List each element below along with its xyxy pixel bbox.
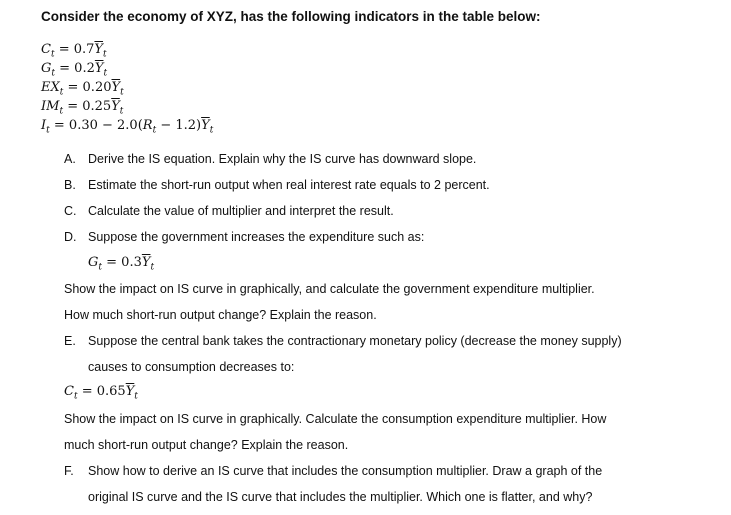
question-label: B. (64, 178, 76, 192)
equation-exports: $EX_t = 0.20\overline{Y}_t$ (41, 80, 124, 98)
question-d (64, 230, 424, 244)
question-text: Calculate the value of multiplier and interpret the result. (88, 204, 394, 218)
question-a (64, 152, 476, 166)
question-c (64, 204, 394, 218)
question-d-line3: How much short-run output change? Explain the reason. (64, 308, 377, 322)
question-text: Show how to derive an IS curve that includes the consumption multiplier. Draw a graph of the (88, 464, 603, 478)
question-text: Suppose the government increases the expenditure such as: (88, 230, 425, 244)
question-b (64, 178, 490, 192)
question-label: E. (64, 334, 76, 348)
equation-imports: $IM_t = 0.25\overline{Y}_t$ (41, 99, 124, 117)
question-text: Suppose the central bank takes the contractionary monetary policy (decrease the money supply) (88, 334, 622, 348)
problem-title: Consider the economy of XYZ, has the following indicators in the table below: (41, 9, 541, 24)
question-e-line3: Show the impact on IS curve in graphically. Calculate the consumption expenditure multiplier. How (64, 412, 607, 426)
question-label: A. (64, 152, 76, 166)
question-label: F. (64, 464, 74, 478)
question-label: D. (64, 230, 77, 244)
question-text: Derive the IS equation. Explain why the IS curve has downward slope. (88, 152, 477, 166)
equation-consumption: $C_t = 0.7\overline{Y}_t$ (41, 42, 107, 60)
question-e-line2: causes to consumption decreases to: (88, 360, 295, 374)
question-e (64, 334, 622, 348)
question-d-equation: $G_t = 0.3\overline{Y}_t$ (88, 255, 155, 273)
question-f (64, 464, 602, 478)
equation-government: $G_t = 0.2\overline{Y}_t$ (41, 61, 108, 79)
question-f-line2: original IS curve and the IS curve that includes the multiplier. Which one is flatter, and why? (88, 490, 593, 504)
question-label: C. (64, 204, 77, 218)
question-text: Estimate the short-run output when real interest rate equals to 2 percent. (88, 178, 490, 192)
question-e-equation: $C_t = 0.65\overline{Y}_t$ (64, 384, 138, 402)
question-e-line4: much short-run output change? Explain the reason. (64, 438, 349, 452)
equation-investment: $I_t = 0.30 - 2.0(R_t - 1.2)\overline{Y}_t$ (41, 118, 214, 136)
question-d-line2: Show the impact on IS curve in graphically, and calculate the government expenditure multiplier. (64, 282, 595, 296)
